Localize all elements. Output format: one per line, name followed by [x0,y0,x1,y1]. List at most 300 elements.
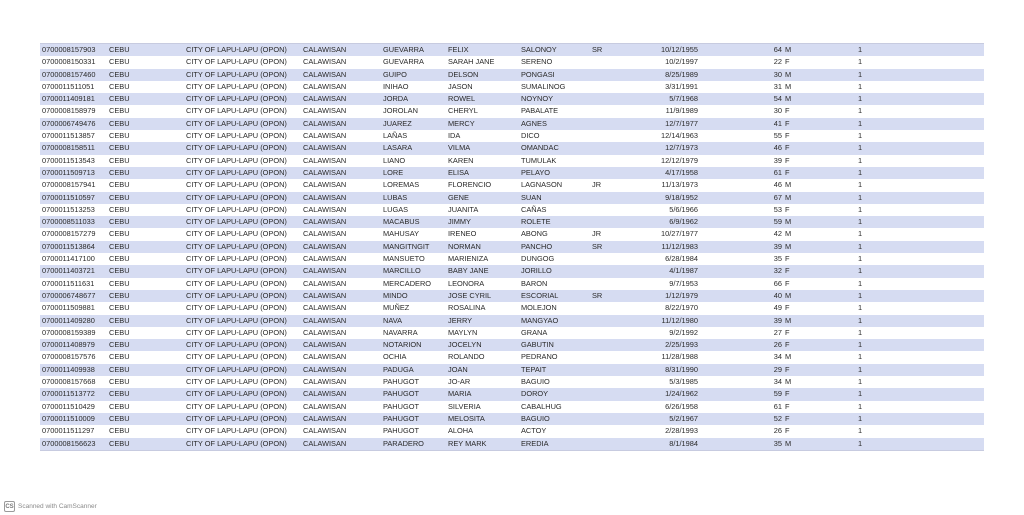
age-cell: 61 [773,167,782,177]
middle-name-cell: OMANDAC [521,143,559,153]
middle-name-cell: DICO [521,131,540,141]
middle-name-cell: PEDRANO [521,352,558,362]
middle-name-cell: PELAYO [521,167,551,177]
sex-cell: F [785,327,790,337]
city-cell: CITY OF LAPU-LAPU (OPON) [186,192,287,202]
record-id: 0700011403721 [42,266,95,276]
last-name-cell: PAHUGOT [383,401,419,411]
middle-name-cell: GABUTIN [521,340,554,350]
first-name-cell: GENE [448,192,469,202]
middle-name-cell: ESCORIAL [521,290,559,300]
city-cell: CITY OF LAPU-LAPU (OPON) [186,45,287,54]
record-id: 0700011513857 [42,131,95,141]
province-cell: CEBU [109,290,130,300]
table-row [40,401,984,413]
record-id: 0700006748677 [42,290,96,300]
barangay-cell: CALAWISAN [303,192,347,202]
birthdate-cell: 11/12/1980 [661,315,698,325]
table-row [40,179,984,191]
last-name-cell: PAHUGOT [383,413,419,423]
first-name-cell: JOAN [448,364,468,374]
table-row [40,265,984,277]
record-id: 0700011513772 [42,389,95,399]
table-row [40,204,984,216]
record-id: 0700011510009 [42,413,95,423]
middle-name-cell: TUMULAK [521,155,557,165]
record-id: 0700011408979 [42,340,95,350]
birthdate-cell: 8/1/1984 [669,438,698,448]
province-cell: CEBU [109,352,130,362]
birthdate-cell: 5/2/1967 [669,413,698,423]
count-cell: 1 [858,81,863,91]
last-name-cell: MARCILLO [383,266,421,276]
age-cell: 66 [773,278,782,288]
last-name-cell: MAHUSAY [383,229,419,239]
middle-name-cell: PABALATE [521,106,559,116]
last-name-cell: MANGITNGIT [383,241,430,251]
last-name-cell: GUEVARRA [383,45,424,54]
record-id: 0700008157576 [42,352,96,362]
first-name-cell: REY MARK [448,438,487,448]
record-id: 0700008159389 [42,327,96,337]
province-cell: CEBU [109,94,130,104]
age-cell: 46 [773,143,782,153]
record-id: 0700006749476 [42,118,96,128]
city-cell: CITY OF LAPU-LAPU (OPON) [186,204,287,214]
birthdate-cell: 8/31/1990 [665,364,698,374]
middle-name-cell: LAGNASON [521,180,563,190]
barangay-cell: CALAWISAN [303,413,347,423]
city-cell: CITY OF LAPU-LAPU (OPON) [186,131,287,141]
last-name-cell: LORE [383,167,404,177]
suffix-cell: SR [592,45,603,54]
city-cell: CITY OF LAPU-LAPU (OPON) [186,155,287,165]
table-row [40,364,984,376]
age-cell: 52 [773,413,782,423]
sex-cell: M [785,241,792,251]
city-cell: CITY OF LAPU-LAPU (OPON) [186,180,287,190]
first-name-cell: MELOSITA [448,413,485,423]
last-name-cell: NAVA [383,315,403,325]
count-cell: 1 [858,377,863,387]
sex-cell: M [785,377,792,387]
age-cell: 34 [773,352,782,362]
middle-name-cell: BAGUIO [521,377,550,387]
record-id: 0700011513864 [42,241,95,251]
province-cell: CEBU [109,57,130,67]
table-row [40,69,984,81]
sex-cell: M [785,290,792,300]
barangay-cell: CALAWISAN [303,254,347,264]
city-cell: CITY OF LAPU-LAPU (OPON) [186,340,287,350]
first-name-cell: MARIENIZA [448,254,489,264]
middle-name-cell: DUNGOG [521,254,555,264]
sex-cell: F [785,118,790,128]
city-cell: CITY OF LAPU-LAPU (OPON) [186,94,287,104]
age-cell: 40 [773,290,782,300]
camscanner-watermark [4,500,97,512]
birthdate-cell: 8/25/1989 [665,69,698,79]
age-cell: 34 [773,377,782,387]
birthdate-cell: 2/28/1993 [665,426,698,436]
province-cell: CEBU [109,45,130,54]
first-name-cell: JOSE CYRIL [448,290,492,300]
first-name-cell: FLORENCIO [448,180,492,190]
first-name-cell: IRENEO [448,229,477,239]
sex-cell: M [785,192,792,202]
sex-cell: M [785,94,792,104]
sex-cell: M [785,438,792,448]
age-cell: 49 [773,303,782,313]
count-cell: 1 [858,352,863,362]
count-cell: 1 [858,290,863,300]
barangay-cell: CALAWISAN [303,204,347,214]
count-cell: 1 [858,229,863,239]
birthdate-cell: 12/7/1973 [665,143,698,153]
age-cell: 27 [773,327,782,337]
count-cell: 1 [858,45,863,54]
barangay-cell: CALAWISAN [303,426,347,436]
birthdate-cell: 10/2/1997 [665,57,698,67]
barangay-cell: CALAWISAN [303,340,347,350]
table-row [40,228,984,240]
province-cell: CEBU [109,118,130,128]
city-cell: CITY OF LAPU-LAPU (OPON) [186,266,287,276]
record-id: 0700008157941 [42,180,96,190]
age-cell: 22 [773,57,782,67]
birthdate-cell: 12/7/1977 [665,118,698,128]
city-cell: CITY OF LAPU-LAPU (OPON) [186,69,287,79]
birthdate-cell: 1/24/1962 [665,389,698,399]
count-cell: 1 [858,57,863,67]
first-name-cell: ROWEL [448,94,476,104]
record-id: 0700011409181 [42,94,95,104]
middle-name-cell: TEPAIT [521,364,547,374]
province-cell: CEBU [109,413,130,423]
table-body [40,43,984,451]
barangay-cell: CALAWISAN [303,266,347,276]
count-cell: 1 [858,167,863,177]
birthdate-cell: 3/31/1991 [665,81,698,91]
last-name-cell: LUGAS [383,204,409,214]
count-cell: 1 [858,94,863,104]
city-cell: CITY OF LAPU-LAPU (OPON) [186,377,287,387]
record-id: 0700008158979 [42,106,96,116]
table-row [40,43,984,56]
age-cell: 35 [773,254,782,264]
record-id: 0700011513253 [42,204,95,214]
count-cell: 1 [858,106,863,116]
count-cell: 1 [858,155,863,165]
middle-name-cell: SALONOY [521,45,557,54]
count-cell: 1 [858,143,863,153]
birthdate-cell: 9/7/1953 [669,278,698,288]
first-name-cell: JUANITA [448,204,479,214]
city-cell: CITY OF LAPU-LAPU (OPON) [186,143,287,153]
province-cell: CEBU [109,315,130,325]
last-name-cell: LOREMAS [383,180,420,190]
table-row [40,241,984,253]
middle-name-cell: GRANA [521,327,548,337]
province-cell: CEBU [109,438,130,448]
sex-cell: F [785,155,790,165]
barangay-cell: CALAWISAN [303,364,347,374]
city-cell: CITY OF LAPU-LAPU (OPON) [186,389,287,399]
birthdate-cell: 10/12/1955 [661,45,698,54]
first-name-cell: ELISA [448,167,469,177]
city-cell: CITY OF LAPU-LAPU (OPON) [186,290,287,300]
barangay-cell: CALAWISAN [303,217,347,227]
barangay-cell: CALAWISAN [303,143,347,153]
middle-name-cell: SUMALINOG [521,81,566,91]
middle-name-cell: CABALHUG [521,401,562,411]
sex-cell: M [785,81,792,91]
age-cell: 30 [773,69,782,79]
count-cell: 1 [858,303,863,313]
last-name-cell: NOTARION [383,340,422,350]
suffix-cell: JR [592,180,602,190]
count-cell: 1 [858,426,863,436]
table-row [40,413,984,425]
last-name-cell: JOROLAN [383,106,418,116]
first-name-cell: JASON [448,81,473,91]
middle-name-cell: SUAN [521,192,542,202]
last-name-cell: JORDA [383,94,409,104]
sex-cell: F [785,106,790,116]
age-cell: 31 [773,81,782,91]
barangay-cell: CALAWISAN [303,377,347,387]
province-cell: CEBU [109,143,130,153]
sex-cell: M [785,217,792,227]
record-id: 0700011510429 [42,401,95,411]
age-cell: 39 [773,155,782,165]
middle-name-cell: DOROY [521,389,549,399]
first-name-cell: ROLANDO [448,352,485,362]
birthdate-cell: 11/9/1989 [665,106,698,116]
first-name-cell: ALOHA [448,426,474,436]
count-cell: 1 [858,69,863,79]
city-cell: CITY OF LAPU-LAPU (OPON) [186,118,287,128]
middle-name-cell: ABONG [521,229,548,239]
barangay-cell: CALAWISAN [303,131,347,141]
last-name-cell: GUEVARRA [383,57,424,67]
barangay-cell: CALAWISAN [303,389,347,399]
age-cell: 55 [773,131,782,141]
city-cell: CITY OF LAPU-LAPU (OPON) [186,352,287,362]
middle-name-cell: BAGUIO [521,413,550,423]
record-id: 0700008157279 [42,229,96,239]
middle-name-cell: PONGASI [521,69,555,79]
record-id: 0700011509881 [42,303,95,313]
province-cell: CEBU [109,377,130,387]
record-id: 0700011409280 [42,315,95,325]
count-cell: 1 [858,266,863,276]
city-cell: CITY OF LAPU-LAPU (OPON) [186,57,287,67]
record-id: 0700008150331 [42,57,96,67]
city-cell: CITY OF LAPU-LAPU (OPON) [186,254,287,264]
count-cell: 1 [858,118,863,128]
first-name-cell: JO-AR [448,377,471,387]
count-cell: 1 [858,413,863,423]
first-name-cell: CHERYL [448,106,478,116]
first-name-cell: IDA [448,131,461,141]
table-row [40,351,984,363]
suffix-cell: SR [592,241,603,251]
count-cell: 1 [858,192,863,202]
barangay-cell: CALAWISAN [303,278,347,288]
suffix-cell: JR [592,229,602,239]
sex-cell: F [785,401,790,411]
province-cell: CEBU [109,254,130,264]
last-name-cell: PAHUGOT [383,377,419,387]
province-cell: CEBU [109,167,130,177]
sex-cell: F [785,57,790,67]
birthdate-cell: 2/25/1993 [665,340,698,350]
table-row [40,290,984,302]
age-cell: 26 [773,340,782,350]
city-cell: CITY OF LAPU-LAPU (OPON) [186,106,287,116]
last-name-cell: PAHUGOT [383,426,419,436]
sex-cell: F [785,389,790,399]
sex-cell: M [785,352,792,362]
birthdate-cell: 11/13/1973 [661,180,698,190]
last-name-cell: JUAREZ [383,118,412,128]
last-name-cell: INIHAO [383,81,409,91]
table-row [40,81,984,93]
birthdate-cell: 9/18/1952 [665,192,698,202]
table-row [40,376,984,388]
age-cell: 29 [773,364,782,374]
city-cell: CITY OF LAPU-LAPU (OPON) [186,167,287,177]
province-cell: CEBU [109,69,130,79]
sex-cell: F [785,254,790,264]
barangay-cell: CALAWISAN [303,315,347,325]
count-cell: 1 [858,131,863,141]
barangay-cell: CALAWISAN [303,167,347,177]
province-cell: CEBU [109,106,130,116]
table-row [40,167,984,179]
watermark-text: Scanned with CamScanner [18,502,97,510]
barangay-cell: CALAWISAN [303,94,347,104]
age-cell: 64 [773,45,782,54]
first-name-cell: LEONORA [448,278,485,288]
last-name-cell: PADUGA [383,364,414,374]
last-name-cell: MACABUS [383,217,420,227]
birthdate-cell: 9/2/1992 [669,327,698,337]
record-id: 0700011509713 [42,167,95,177]
barangay-cell: CALAWISAN [303,241,347,251]
first-name-cell: FELIX [448,45,469,54]
barangay-cell: CALAWISAN [303,45,347,54]
sex-cell: F [785,143,790,153]
birthdate-cell: 12/12/1979 [661,155,698,165]
age-cell: 32 [773,266,782,276]
birthdate-cell: 12/14/1963 [661,131,698,141]
age-cell: 61 [773,401,782,411]
record-id: 0700011510597 [42,192,95,202]
age-cell: 54 [773,94,782,104]
province-cell: CEBU [109,340,130,350]
province-cell: CEBU [109,131,130,141]
record-id: 0700008157460 [42,69,96,79]
middle-name-cell: NOYNOY [521,94,554,104]
sex-cell: F [785,131,790,141]
sex-cell: F [785,426,790,436]
city-cell: CITY OF LAPU-LAPU (OPON) [186,81,287,91]
birthdate-cell: 10/27/1977 [661,229,698,239]
first-name-cell: JIMMY [448,217,471,227]
table-row [40,315,984,327]
birthdate-cell: 6/9/1962 [669,217,698,227]
birthdate-cell: 5/3/1985 [669,377,698,387]
city-cell: CITY OF LAPU-LAPU (OPON) [186,413,287,423]
age-cell: 59 [773,217,782,227]
province-cell: CEBU [109,204,130,214]
middle-name-cell: SERENO [521,57,553,67]
table-row [40,339,984,351]
record-id: 0700011513543 [42,155,95,165]
province-cell: CEBU [109,155,130,165]
record-id: 0700008158511 [42,143,95,153]
barangay-cell: CALAWISAN [303,352,347,362]
sex-cell: M [785,45,792,54]
barangay-cell: CALAWISAN [303,327,347,337]
middle-name-cell: AGNES [521,118,547,128]
province-cell: CEBU [109,217,130,227]
record-id: 0700008156623 [42,438,96,448]
first-name-cell: ROSALINA [448,303,486,313]
sex-cell: F [785,364,790,374]
table-row [40,302,984,314]
suffix-cell: SR [592,290,603,300]
province-cell: CEBU [109,241,130,251]
count-cell: 1 [858,278,863,288]
record-id: 0700008157903 [42,45,96,54]
record-id: 0700011511297 [42,426,95,436]
birthdate-cell: 1/12/1979 [665,290,698,300]
birthdate-cell: 5/6/1966 [669,204,698,214]
table-row [40,216,984,228]
age-cell: 26 [773,426,782,436]
last-name-cell: MUÑEZ [383,303,410,313]
scanned-table [40,43,984,451]
city-cell: CITY OF LAPU-LAPU (OPON) [186,315,287,325]
province-cell: CEBU [109,278,130,288]
age-cell: 42 [773,229,782,239]
table-row [40,192,984,204]
count-cell: 1 [858,438,863,448]
barangay-cell: CALAWISAN [303,118,347,128]
first-name-cell: NORMAN [448,241,481,251]
province-cell: CEBU [109,426,130,436]
table-row [40,130,984,142]
age-cell: 39 [773,241,782,251]
record-id: 0700011409938 [42,364,95,374]
province-cell: CEBU [109,401,130,411]
middle-name-cell: MANGYAO [521,315,559,325]
middle-name-cell: JORILLO [521,266,552,276]
count-cell: 1 [858,401,863,411]
middle-name-cell: EREDIA [521,438,549,448]
barangay-cell: CALAWISAN [303,303,347,313]
count-cell: 1 [858,364,863,374]
city-cell: CITY OF LAPU-LAPU (OPON) [186,364,287,374]
birthdate-cell: 5/7/1968 [669,94,698,104]
sex-cell: M [785,315,792,325]
barangay-cell: CALAWISAN [303,438,347,448]
first-name-cell: SARAH JANE [448,57,495,67]
sex-cell: F [785,413,790,423]
